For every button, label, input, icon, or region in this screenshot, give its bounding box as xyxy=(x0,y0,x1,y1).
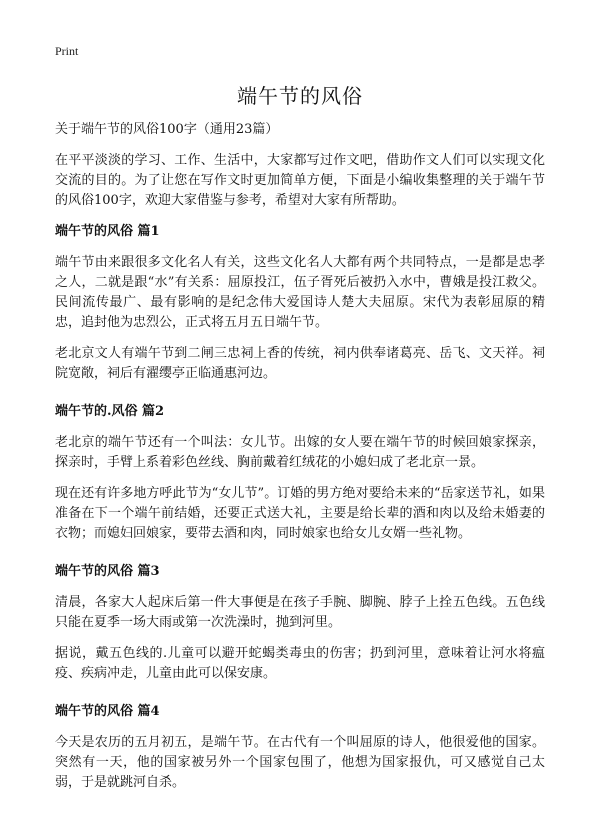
section-1-paragraph-2: 老北京文人有端午节到二闸三忠祠上香的传统，祠内供奉诸葛亮、岳飞、文天祥。祠院宽敞，祠后有濯缨亭正临通惠河边。 xyxy=(55,346,545,381)
section-3-paragraph-1: 清晨，各家大人起床后第一件大事便是在孩子手腕、脚腕、脖子上拴五色线。五色线只能在夏季一场大雨或第一次洗澡时，抛到河里。 xyxy=(55,595,545,630)
print-link[interactable]: Print xyxy=(55,44,79,58)
section-3-paragraph-2: 据说，戴五色线的.儿童可以避开蛇蝎类毒虫的伤害；扔到河里，意味着让河水将瘟疫、疾病冲走，儿童由此可以保安康。 xyxy=(55,646,545,681)
section-1-paragraph-1: 端午节由来跟很多文化名人有关，这些文化名人大都有两个共同特点，一是都是忠孝之人，二就是跟“水”有关系：屈原投江，伍子胥死后被扔入水中，曹娥是投江救父。民间流传最广、最有影响的是纪念伟大爱国诗人楚大夫屈原。宋代为表彰屈原的精忠，追封他为忠烈公，正式将五月五日端午节。 xyxy=(55,255,545,330)
article-subtitle: 关于端午节的风俗100字（通用23篇） xyxy=(55,122,279,137)
section-heading-2: 端午节的.风俗 篇2 xyxy=(55,404,165,419)
section-4-paragraph-1: 今天是农历的五月初五，是端午节。在古代有一个叫屈原的诗人，他很爱他的国家。突然有一天，他的国家被另外一个国家包围了，他想为国家报仇，可又感觉自己太弱，于是就跳河自杀。 xyxy=(55,735,545,790)
section-heading-1: 端午节的风俗 篇1 xyxy=(55,224,160,239)
intro-paragraph: 在平平淡淡的学习、工作、生活中，大家都写过作文吧，借助作文人们可以实现文化交流的目的。为了让您在写作文时更加简单方便，下面是小编收集整理的关于端午节的风俗100字，欢迎大家借鉴与参考，希望对大家有所帮助。 xyxy=(55,153,545,208)
section-2-paragraph-1: 老北京的端午节还有一个叫法：女儿节。出嫁的女人要在端午节的时候回娘家探亲，探亲时，手臂上系着彩色丝线、胸前戴着红绒花的小媳妇成了老北京一景。 xyxy=(55,435,545,470)
page-title: 端午节的风俗 xyxy=(237,84,363,108)
section-heading-4: 端午节的风俗 篇4 xyxy=(55,704,160,719)
section-2-paragraph-2: 现在还有许多地方呼此节为“女儿节”。订婚的男方绝对要给未来的“岳家送节礼，如果准备在下一个端午前结婚，还要正式送大礼，主要是给长辈的酒和肉以及给未婚妻的衣物；而媳妇回娘家，要带去酒和肉，同时娘家也给女儿女婿一些礼物。 xyxy=(55,486,545,541)
section-heading-3: 端午节的风俗 篇3 xyxy=(55,564,160,579)
article-body xyxy=(55,120,545,804)
